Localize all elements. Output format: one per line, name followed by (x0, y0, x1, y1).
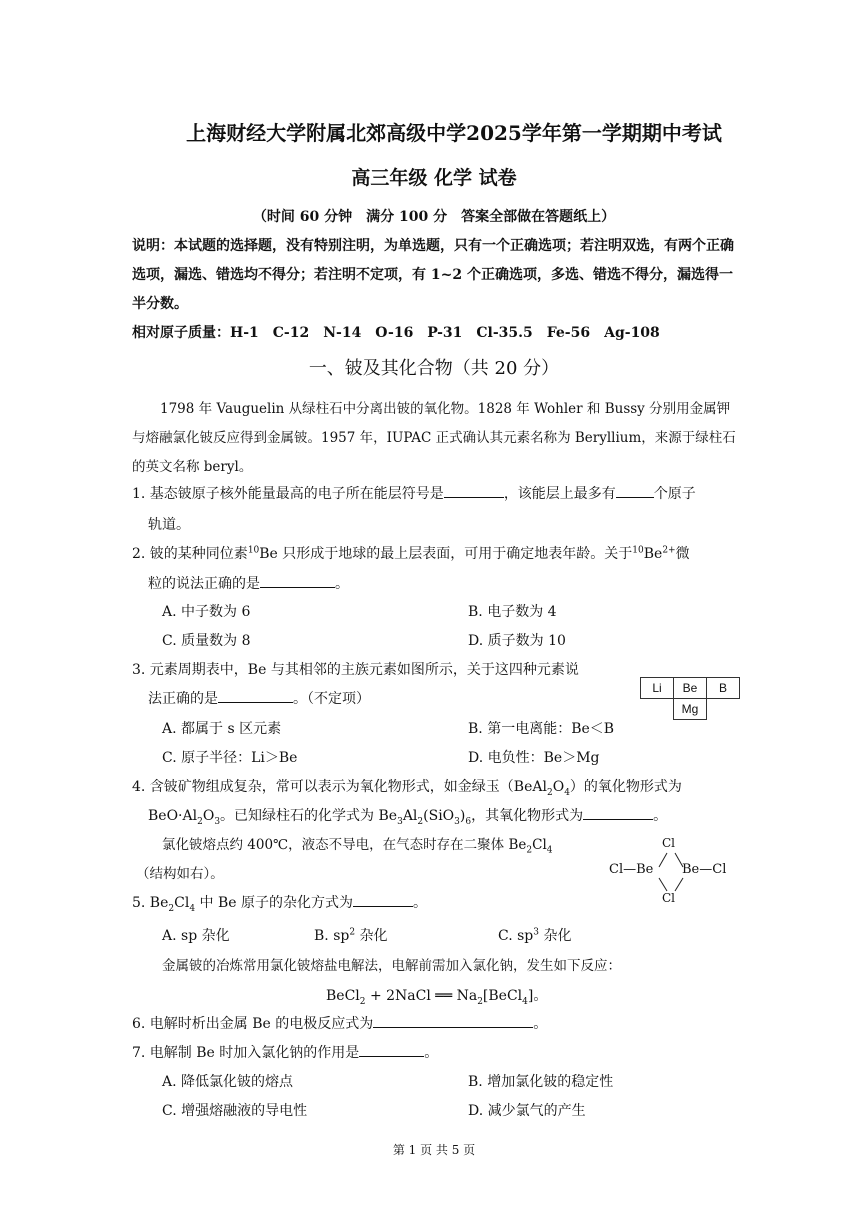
page-number: 第 1 页 共 5 页 (392, 1143, 476, 1157)
q2-text-d: 微 (675, 546, 690, 562)
q3-option-c[interactable]: C. 原子半径：Li＞Be (162, 750, 298, 766)
q5-option-b[interactable] (314, 925, 388, 945)
q4-sub-4: 3 (214, 816, 221, 827)
q5-option-b-text: B. sp (314, 928, 350, 944)
q1-text-b: ，该能层上最多有 (503, 486, 616, 502)
bridge-sub-1: 2 (526, 845, 533, 856)
q4-sub-7: 3 (454, 816, 460, 827)
q4-text-b: O (552, 779, 565, 795)
q5-option-b-tail: 杂化 (355, 928, 388, 944)
struct-cl-top: Cl (662, 836, 676, 850)
q4-text-i: ) (459, 808, 466, 824)
q4-sub-1: 2 (546, 787, 553, 798)
q7-option-a[interactable]: A. 降低氯化铍的熔点 (162, 1074, 294, 1090)
q4-sub-2: 4 (564, 787, 570, 798)
q2-text-f: 。 (335, 576, 349, 592)
q5-text-d: 。 (413, 895, 427, 911)
q4-line-2 (148, 805, 667, 827)
q3-line-2 (148, 688, 370, 708)
q4-text-j: ，其氧化物形式为 (471, 808, 584, 824)
electro-equation (326, 985, 547, 1007)
q4-text-c: ）的氧化物形式为 (569, 779, 682, 795)
struct-right: Be—Cl (682, 862, 727, 877)
cell-b: B (706, 677, 740, 699)
q3-option-a[interactable]: A. 都属于 s 区元素 (162, 721, 282, 737)
eq-part-2: + 2NaCl ══ Na (365, 988, 478, 1004)
exam-subtitle: 高三年级 化学 试卷 (351, 167, 517, 189)
q2-blank[interactable] (260, 573, 335, 588)
q7-text-a: 7. 电解制 Be 时加入氯化钠的作用是 (132, 1045, 360, 1061)
q2-option-c[interactable]: C. 质量数为 8 (162, 633, 251, 649)
question-4 (132, 776, 682, 798)
cell-li: Li (640, 677, 674, 699)
eq-part-3: [BeCl (482, 988, 523, 1004)
struct-left: Cl—Be (609, 862, 654, 877)
q6-text-a: 6. 电解时析出金属 Be 的电极反应式为 (132, 1016, 374, 1032)
eq-sub-1: 2 (359, 996, 366, 1007)
question-1 (132, 483, 696, 503)
question-7 (132, 1042, 438, 1062)
q4-blank[interactable] (583, 805, 653, 820)
q5-option-c-tail: 杂化 (539, 928, 572, 944)
q5-option-b-sup: 2 (349, 927, 356, 938)
q2-text-c: Be (643, 546, 663, 562)
q2-text-a: 2. 铍的某种同位素 (132, 546, 248, 562)
q4-sub-3: 2 (197, 816, 203, 827)
cell-be: Be (673, 677, 707, 699)
q4-text-d: BeO·Al (148, 808, 198, 824)
q2-charge: 2+ (662, 545, 676, 556)
q5-text-c: 中 Be 原子的杂化方式为 (195, 895, 353, 911)
q5-option-a[interactable]: A. sp 杂化 (162, 928, 230, 944)
q4-text-h: (SiO (423, 808, 455, 824)
q1-text-d: 轨道。 (148, 517, 190, 533)
q1-text-c: 个原子 (653, 486, 696, 502)
q7-option-b[interactable]: B. 增加氯化铍的稳定性 (468, 1074, 614, 1090)
q5-sub-2: 4 (189, 903, 196, 914)
q2-text-b: Be 只形成于地球的最上层表面，可用于确定地表年龄。关于 (259, 546, 633, 562)
bridge-text-b: Cl (532, 837, 547, 853)
struct-bonds (645, 845, 695, 897)
q4-sub-8: 6 (465, 816, 472, 827)
q5-text-a: 5. Be (132, 895, 169, 911)
q2-text-e: 粒的说法正确的是 (148, 576, 260, 592)
q4-text-g: Al (402, 808, 418, 824)
q3-text-b: 法正确的是 (148, 691, 218, 707)
q1-text-a: 1. 基态铍原子核外能量最高的电子所在能层符号是 (132, 486, 444, 502)
q2-option-a[interactable]: A. 中子数为 6 (162, 604, 251, 620)
q4-sub-6: 2 (417, 816, 424, 827)
q1-blank-1[interactable] (444, 483, 504, 498)
section-intro: 1798 年 Vauguelin 从绿柱石中分离出铍的氧化物。1828 年 Wohler 和 Bussy 分别用金属钾与熔融氯化铍反应得到金属铍。1957 年，IUPAC 正式确认其元素名称为 Beryllium，来源于绿柱石的英文名称 beryl。 (132, 401, 736, 475)
q4-text-f: 。已知绿柱石的化学式为 Be (220, 808, 398, 824)
bridge-sub-2: 4 (546, 845, 553, 856)
struct-cl-bottom: Cl (662, 891, 676, 905)
q2-line-2 (148, 573, 349, 593)
q2-option-d[interactable]: D. 质子数为 10 (468, 633, 566, 649)
q3-text-a: 3. 元素周期表中，Be 与其相邻的主族元素如图所示，关于这四种元素说 (132, 662, 579, 678)
q4-text-a: 4. 含铍矿物组成复杂，常可以表示为氧化物形式，如金绿玉（BeAl (132, 779, 547, 795)
bridge-text-a: 氯化铍熔点约 400℃，液态不导电，在气态时存在二聚体 Be (162, 837, 527, 853)
instructions: 说明：本试题的选择题，没有特别注明，为单选题，只有一个正确选项；若注明双选，有两个正确选项，漏选、错选均不得分；若注明不定项，有 1~2 个正确选项，多选、错选不得分，漏选得一半分数。 (132, 238, 734, 312)
q7-blank[interactable] (359, 1042, 424, 1057)
q6-blank[interactable] (373, 1013, 533, 1028)
q7-option-c[interactable]: C. 增强熔融液的导电性 (162, 1103, 308, 1119)
question-2 (132, 543, 690, 563)
atomic-masses: 相对原子质量：H-1 C-12 N-14 O-16 P-31 Cl-35.5 Fe-56 Ag-108 (132, 325, 660, 341)
exam-title: 上海财经大学附属北郊高级中学2025学年第一学期期中考试 (186, 121, 722, 145)
q7-text-b: 。 (424, 1045, 439, 1061)
q4-text-e: O (202, 808, 215, 824)
q4-text-k: 。 (653, 808, 668, 824)
q7-option-d[interactable]: D. 减少氯气的产生 (468, 1103, 586, 1119)
q3-option-d[interactable]: D. 电负性：Be＞Mg (468, 750, 600, 766)
cell-mg: Mg (673, 698, 707, 720)
bridge-text-c: （结构如右）。 (136, 866, 224, 882)
q3-text-c: 。（不定项） (293, 691, 370, 707)
eq-part-1: BeCl (326, 988, 360, 1004)
q5-option-c[interactable] (498, 925, 571, 945)
q5-blank[interactable] (353, 892, 413, 907)
q5-text-b: Cl (174, 895, 190, 911)
eq-sub-2: 2 (477, 996, 483, 1007)
question-6 (132, 1013, 547, 1033)
eq-part-4: ]。 (527, 988, 548, 1004)
q1-blank-2[interactable] (616, 483, 654, 498)
q2-option-b[interactable]: B. 电子数为 4 (468, 604, 557, 620)
q2-isotope-mass: 10 (247, 545, 260, 556)
electro-text: 金属铍的冶炼常用氯化铍熔盐电解法，电解前需加入氯化钠，发生如下反应： (162, 958, 621, 974)
question-5 (132, 892, 427, 914)
q5-option-c-text: C. sp (498, 928, 534, 944)
q3-blank[interactable] (218, 688, 293, 703)
q6-text-b: 。 (533, 1016, 548, 1032)
q5-option-c-sup: 3 (533, 927, 539, 938)
bridge-text (162, 833, 553, 856)
eq-sub-3: 4 (522, 996, 528, 1007)
section-title: 一、铍及其化合物（共 20 分） (308, 358, 560, 379)
q5-sub-1: 2 (168, 903, 175, 914)
exam-info: （时间 60 分钟 满分 100 分 答案全部做在答题纸上） (252, 209, 616, 225)
q2-isotope-mass-2: 10 (632, 545, 644, 556)
q3-option-b[interactable]: B. 第一电离能：Be＜B (468, 721, 615, 737)
q4-sub-5: 3 (397, 816, 403, 827)
